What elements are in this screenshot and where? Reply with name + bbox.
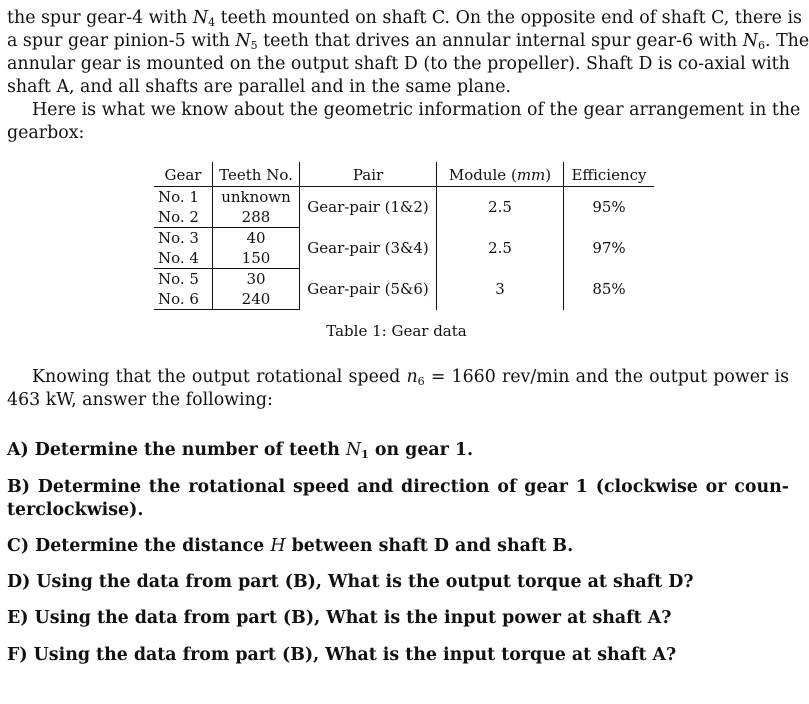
question-d — [7, 571, 789, 594]
header-teeth: Teeth No. — [213, 162, 300, 187]
known-line-2: gearbox: — [7, 123, 85, 143]
intro-line-2: a spur gear pinion-5 with $N_5$ teeth that drives an annular internal spur gear-6 with $N_6$. The — [7, 31, 809, 52]
question-b-line-2: terclockwise). — [7, 500, 144, 520]
header-gear: Gear — [154, 162, 213, 187]
question-b — [7, 476, 789, 522]
header-efficiency: Efficiency — [564, 162, 655, 187]
question-f — [7, 644, 789, 667]
known-line-1: Here is what we know about the geometric information of the gear arrangement in the — [32, 100, 801, 120]
teeth-cell: 30 — [213, 269, 300, 290]
header-module: Module (mm) — [437, 162, 564, 187]
intro-line-4: shaft A, and all shafts are parallel and in the same plane. — [7, 77, 512, 97]
table-row — [154, 269, 654, 290]
module-cell: 3 — [437, 269, 564, 310]
module-cell: 2.5 — [437, 228, 564, 269]
table-row — [154, 187, 654, 208]
question-c — [7, 535, 789, 558]
header-pair: Pair — [300, 162, 437, 187]
efficiency-cell: 95% — [592, 197, 626, 216]
intro-line-3: annular gear is mounted on the output shaft D (to the propeller). Shaft D is co-axial with — [7, 54, 790, 74]
gear-cell: No. 2 — [154, 207, 213, 228]
teeth-cell: 40 — [213, 228, 300, 249]
question-d-text: D) Using the data from part (B), What is the output torque at shaft D? — [7, 572, 694, 592]
gear-cell: No. 3 — [154, 228, 213, 249]
intro-paragraph — [7, 7, 809, 99]
question-c-text: C) Determine the distance H between shaft D and shaft B. — [7, 536, 574, 556]
question-e-text: E) Using the data from part (B), What is the input power at shaft A? — [7, 608, 672, 628]
efficiency-cell: 97% — [592, 238, 626, 257]
pair-cell: Gear-pair (5&6) — [300, 269, 437, 310]
gear-data-table — [154, 162, 654, 310]
teeth-cell: 150 — [213, 248, 300, 269]
gear-cell: No. 6 — [154, 289, 213, 310]
table-row — [154, 228, 654, 249]
table-header-row — [154, 162, 654, 187]
intro-line-1: the spur gear-4 with $N_4$ teeth mounted on shaft C. On the opposite end of shaft C, there is — [7, 8, 802, 29]
question-b-line-1: B) Determine the rotational speed and direction of gear 1 (clockwise or coun- — [7, 477, 789, 497]
question-a-text: A) Determine the number of teeth $N_1$ on gear 1. — [7, 440, 474, 461]
gear-cell: No. 5 — [154, 269, 213, 290]
teeth-cell: 288 — [213, 207, 300, 228]
given-paragraph — [7, 366, 789, 412]
pair-cell: Gear-pair (1&2) — [300, 187, 437, 228]
known-paragraph — [7, 99, 801, 145]
teeth-cell: unknown — [213, 187, 300, 208]
question-a — [7, 439, 789, 462]
gear-cell: No. 4 — [154, 248, 213, 269]
given-line-1: Knowing that the output rotational speed $n_6 = 1660$ rev/min and the output power is — [32, 367, 790, 388]
question-f-text: F) Using the data from part (B), What is the input torque at shaft A? — [7, 645, 677, 665]
efficiency-cell: 85% — [592, 279, 626, 298]
module-cell: 2.5 — [437, 187, 564, 228]
question-e — [7, 607, 789, 630]
given-line-2: 463 kW, answer the following: — [7, 390, 273, 410]
pair-cell: Gear-pair (3&4) — [300, 228, 437, 269]
teeth-cell: 240 — [213, 289, 300, 310]
table-caption: Table 1: Gear data — [326, 322, 467, 340]
gear-cell: No. 1 — [154, 187, 213, 208]
